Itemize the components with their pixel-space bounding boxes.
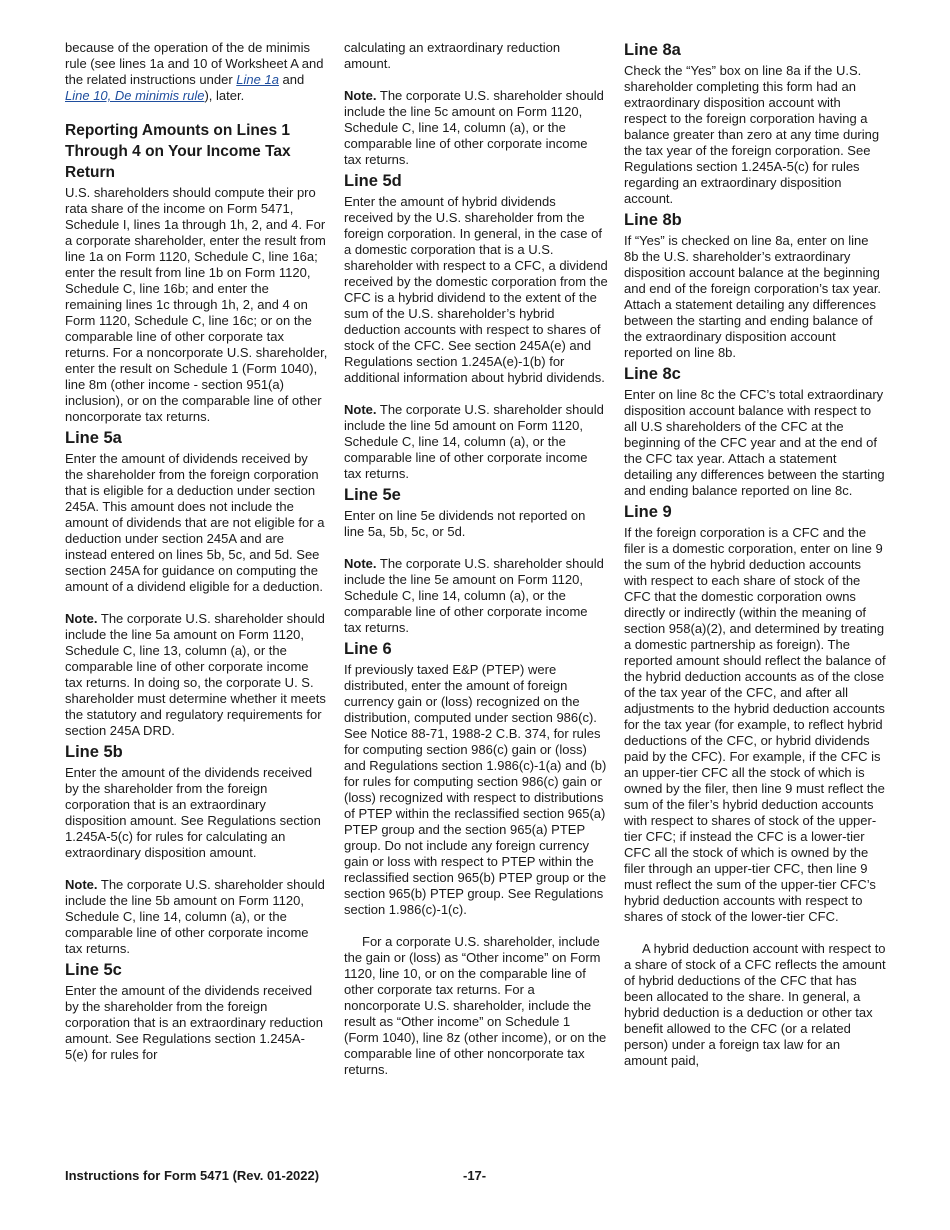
line-5a-note — [65, 611, 328, 739]
line-5b-note — [65, 877, 328, 957]
link-line-1a[interactable]: Line 1a — [236, 72, 279, 87]
line-8a-text: Check the “Yes” box on line 8a if the U.S. shareholder completing this form had an extraordinary disposition account with respect to the foreign corporation having a balance greater than zero at any time during the tax year of the foreign corporation. See Regulations section 1.245A-5(c) for rules regarding an extraordinary disposition account. — [624, 63, 880, 206]
note-label: Note. — [344, 556, 377, 571]
line-6-text: If previously taxed E&P (PTEP) were distributed, enter the amount of foreign currency gain or (loss) recognized on the distribution, computed under section 986(c). See Notice 88-71, 1988-2 C.B. 374, for rules for computing section 986(c) gain or (loss) and Regulations section 1.986(c)-1(a) and (b) for rules for computing section 986(c) gain or (loss) recognized with respect to distributions of PTEP within the reclassified section 965(a) PTEP group and the section 965(a) PTEP group. Do not include any foreign currency gain or loss with respect to PTEP within the reclassified section 965(b) PTEP group or the section 965(b) PTEP group. See Regulations section 1.986(c)-1(c). — [344, 662, 607, 917]
line-6-heading: Line 6 — [344, 640, 392, 658]
note-label: Note. — [344, 402, 377, 417]
line-9-text-2: A hybrid deduction account with respect to a share of stock of a CFC reflects the amount of hybrid deductions of the CFC that has been allocated to the share. In general, a hybrid deduction is a deduction or other tax benefit allowed to the CFC (or a related person) under a foreign tax law for an amount paid, — [624, 941, 886, 1068]
line-5b-text: Enter the amount of the dividends received by the shareholder from the foreign corporation that is an extraordinary disposition amount. See Regulations section 1.245A-5(c) for rules for calculating an extraordinary disposition amount. — [65, 765, 321, 860]
continued-text-b: and — [278, 72, 305, 87]
line-5c-text: Enter the amount of the dividends received by the shareholder from the foreign corporation that is an extraordinary reduction amount. See Regulations section 1.245A-5(e) for rules for — [65, 983, 323, 1062]
line-8b-heading: Line 8b — [624, 211, 682, 229]
line-9-text: If the foreign corporation is a CFC and the filer is a domestic corporation, enter on line 9 the sum of the hybrid deduction accounts with respect to each share of stock of the CFC that the domestic corporation owns directly or indirectly (within the meaning of section 958(a)(2), and determined by treating a domestic partnership as foreign). The reported amount should reflect the balance of the hybrid deduction accounts as of the close of the tax year of the CFC, and after all adjustments to the hybrid deduction accounts for the tax year (for example, to reflect hybrid deductions of the CFC, or hybrid dividends paid by the CFC). For example, if the CFC is an upper-tier CFC all the stock of which is owned by the filer, then line 9 must reflect the sum of the filer’s hybrid deduction accounts with respect to shares of stock of the upper-tier CFC; if instead the CFC is a lower-tier CFC all the stock of which is owned by the filer through an upper-tier CFC, then line 9 must reflect the sum of the upper-tier CFC’s hybrid deduction accounts with respect to shares of stock of the lower-tier CFC. — [624, 525, 886, 924]
continued-text-c: ), later. — [204, 88, 245, 103]
line-5e-note — [344, 556, 608, 636]
column-right — [624, 40, 886, 1069]
line-5a-text: Enter the amount of dividends received by the shareholder from the foreign corporation that is eligible for a deduction under section 245A. This amount does not include the amount of dividends that are not eligible for a deduction under section 245A and are instead entered on lines 5b, 5c, and 5d. See section 245A for guidance on computing the amount of a dividend eligible for a deduction. — [65, 451, 325, 594]
line-5a-heading: Line 5a — [65, 429, 122, 447]
note-label: Note. — [344, 88, 377, 103]
page-number: -17- — [463, 1168, 487, 1183]
line-5d-heading: Line 5d — [344, 172, 402, 190]
line-5e-text: Enter on line 5e dividends not reported on line 5a, 5b, 5c, or 5d. — [344, 508, 586, 539]
continued-text-a: because of the operation of the de minimis rule (see lines 1a and 10 of Worksheet A and the related instructions under — [65, 40, 324, 87]
line-8c-heading: Line 8c — [624, 365, 681, 383]
page-footer — [65, 1168, 885, 1186]
note-text: The corporate U.S. shareholder should include the line 5c amount on Form 1120, Schedule C, line 14, column (a), or the comparable line of other corporate income tax returns. — [344, 88, 604, 167]
column-middle — [344, 40, 608, 1078]
link-line-10-de-minimis[interactable]: Line 10, De minimis rule — [65, 88, 205, 103]
note-text: The corporate U.S. shareholder should include the line 5a amount on Form 1120, Schedule C, line 13, column (a), or the comparable line of other corporate income tax returns. In doing so, the corporate U. S. shareholder must determine whether it meets the statutory and regulatory requirements for section 245A DRD. — [65, 611, 326, 738]
line-5d-text: Enter the amount of hybrid dividends received by the U.S. shareholder from the foreign corporation. In general, in the case of a domestic corporation that is a U.S. shareholder with respect to a CFC, a dividend received by the domestic corporation from the CFC is a hybrid dividend to the extent of the sum of the U.S. shareholder’s hybrid deduction accounts with respect to shares of stock of the CFC. See section 245A(e) and Regulations section 1.245A(e)-1(b) for additional information about hybrid dividends. — [344, 194, 608, 385]
reporting-amounts-text: U.S. shareholders should compute their pro rata share of the income on Form 5471, Schedule I, lines 1a through 1h, 2, and 4. For a corporate shareholder, enter the result from line 1a on Form 1120, Schedule C, line 16a; enter the result from line 1b on Form 1120, Schedule C, line 16b; and enter the remaining lines 1c through 1h, 2, and 4 on Form 1120, Schedule C, line 16c; or on the comparable line of other corporate tax returns. For a noncorporate U.S. shareholder, enter the result on Schedule 1 (Form 1040), line 8m (other income - section 951(a) inclusion), or on the comparable line of other noncorporate tax returns. — [65, 185, 328, 424]
line-5c-heading: Line 5c — [65, 961, 122, 979]
line-5d-note — [344, 402, 608, 482]
line-6-text-2: For a corporate U.S. shareholder, include the gain or (loss) as “Other income” on Form 1120, line 10, or on the comparable line of other corporate tax returns. For a noncorporate U.S. shareholder, include the result as “Other income” on Schedule 1 (Form 1040), line 8z (other income), or on the comparable line of other noncorporate tax returns. — [344, 934, 607, 1077]
line-5c-note — [344, 88, 608, 168]
note-text: The corporate U.S. shareholder should include the line 5e amount on Form 1120, Schedule C, line 14, column (a), or the comparable line of other corporate income tax returns. — [344, 556, 604, 635]
footer-title: Instructions for Form 5471 (Rev. 01-2022) — [65, 1168, 320, 1183]
line-5b-heading: Line 5b — [65, 743, 123, 761]
note-label: Note. — [65, 611, 98, 626]
note-text: The corporate U.S. shareholder should include the line 5b amount on Form 1120, Schedule C, line 14, column (a), or the comparable line of other corporate income tax returns. — [65, 877, 325, 956]
continued-paragraph — [65, 40, 328, 104]
column-left — [65, 40, 328, 1063]
note-text: The corporate U.S. shareholder should include the line 5d amount on Form 1120, Schedule C, line 14, column (a), or the comparable line of other corporate income tax returns. — [344, 402, 604, 481]
line-5c-text-continued: calculating an extraordinary reduction amount. — [344, 40, 561, 71]
line-8b-text: If “Yes” is checked on line 8a, enter on line 8b the U.S. shareholder’s extraordinary disposition account balance at the beginning and end of the foreign corporation’s tax year. Attach a statement detailing any differences between the starting and ending balance of the extraordinary disposition account reported on line 8b. — [624, 233, 882, 360]
reporting-amounts-heading: Reporting Amounts on Lines 1 Through 4 on Your Income Tax Return — [65, 122, 291, 181]
line-5e-heading: Line 5e — [344, 486, 401, 504]
line-8c-text: Enter on line 8c the CFC’s total extraordinary disposition account balance with respect to all U.S shareholders of the CFC at the beginning of the CFC year and at the end of the CFC tax year. Attach a statement detailing any differences between the starting and ending balance reported on line 8c. — [624, 387, 885, 498]
line-8a-heading: Line 8a — [624, 41, 681, 59]
line-9-heading: Line 9 — [624, 503, 672, 521]
note-label: Note. — [65, 877, 98, 892]
